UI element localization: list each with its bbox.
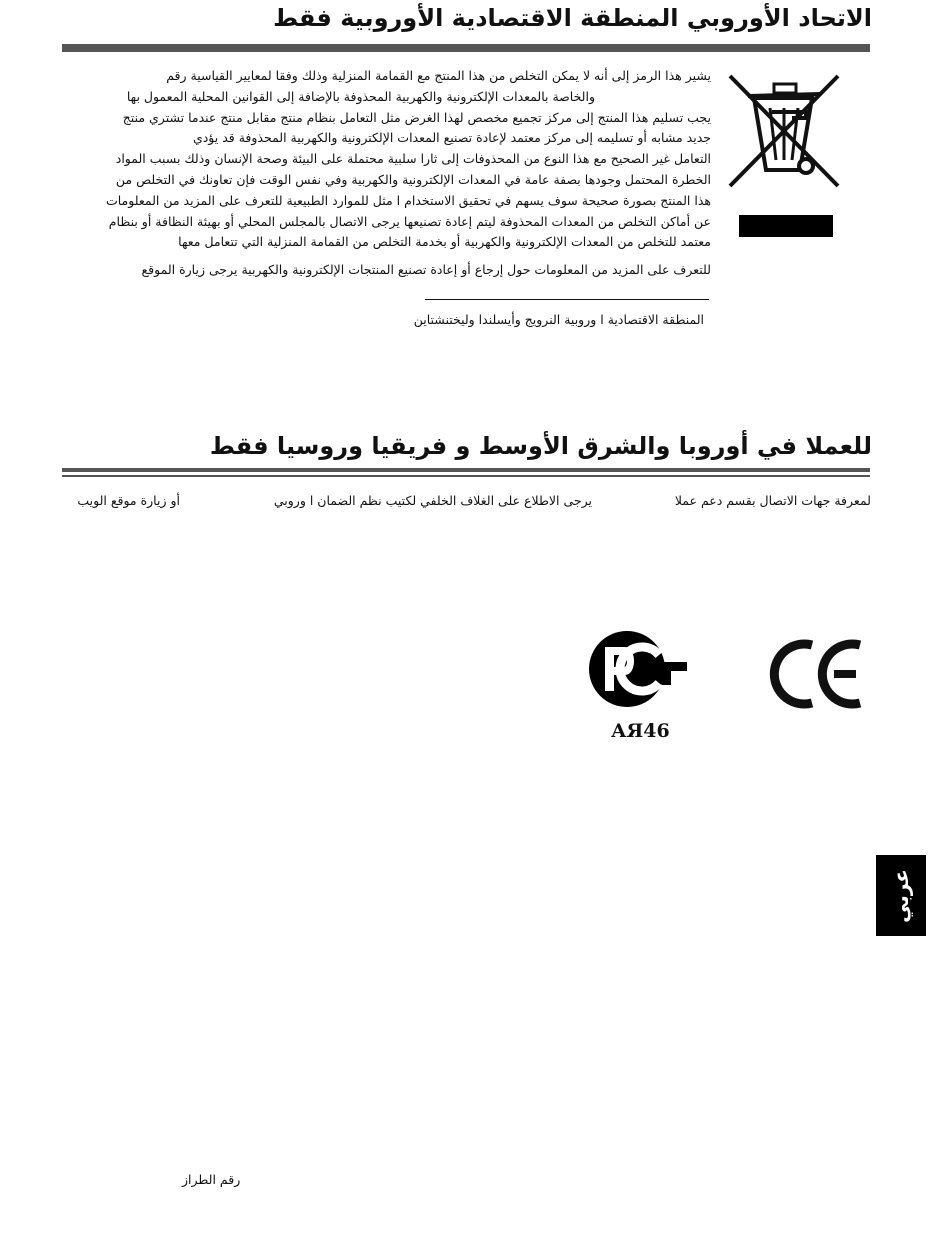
weee-line: هذا المنتج بصورة صحيحة سوف يسهم في تحقيق الاستخدام ا مثل للموارد الطبيعية للتعرف على المزيد من المعلومات (105, 192, 711, 208)
contact-text-3: أو زيارة موقع الويب (77, 493, 180, 508)
recycling-info-paragraph: للتعرف على المزيد من المعلومات حول إرجاع أو إعادة تصنيع المنتجات الإلكترونية والكهربية يرجى زيارة الموقع (141, 262, 711, 277)
section-heading-emea: للعملا في أوروبا والشرق الأوسط و فريقيا وروسيا فقط (209, 432, 872, 460)
footnote-divider (425, 299, 709, 300)
heading-divider (62, 468, 870, 472)
weee-line: يشير هذا الرمز إلى أنه لا يمكن التخلص من هذا المنتج مع القمامة المنزلية وذلك وفقا لمعايير القياسية رقم (166, 68, 711, 83)
weee-line: التعامل غير الصحيح مع هذا النوع من المحذوفات إلى ثارا سلبية محتملة على البيئة وصحة الإنسان وذلك بسبب المواد (115, 151, 711, 167)
weee-crossed-bin-icon (724, 70, 844, 192)
heading-divider-thin (62, 475, 870, 477)
model-number-label: رقم الطراز (182, 1172, 241, 1187)
language-tab (876, 855, 926, 936)
section-heading-eu: الاتحاد الأوروبي المنطقة الاقتصادية الأوروبية فقط (273, 4, 872, 32)
weee-line: يجب تسليم هذا المنتج إلى مركز تجميع مخصص لهذا الغرض مثل التعامل بنظام منتج مقابل منتج عندما تشتري منتج (122, 109, 711, 125)
footnote-text: المنطقة الاقتصادية ا وروبية النرويج وأيسلندا وليختنشتاين (413, 312, 704, 327)
weee-line: عن أماكن التخلص من المعدات المحذوفة ليتم إعادة تصنيعها يرجى الاتصال بالمجلس المحلي أو بهيئة النظافة أو بنظام (108, 213, 711, 229)
rst-code-label: АЯ46 (611, 720, 670, 742)
ce-mark-icon (766, 637, 866, 711)
date-bar (739, 215, 833, 237)
contact-text-1: لمعرفة جهات الاتصال بقسم دعم عملا (674, 493, 871, 508)
weee-line: معتمد للتخلص من المعدات الإلكترونية والكهربية أو بخدمة التخلص من القمامة المنزلية التي تتعامل معها (178, 234, 711, 250)
heading-divider (62, 44, 870, 52)
rst-certification-mark-icon (586, 629, 688, 709)
weee-line: الخطرة المحتمل وجودها بصفة عامة في المعدات الإلكترونية والكهربية وفي نفس الوقت فإن تعاونك في التخلص من (115, 171, 711, 187)
weee-paragraph (66, 66, 711, 253)
contact-text-2: يرجى الاطلاع على الغلاف الخلفي لكتيب نظم الضمان ا وروبي (273, 493, 592, 508)
weee-line: جديد مشابه أو تسليمه إلى مركز معتمد لإعادة تصنيع المعدات الإلكترونية والكهربية المحذوفة قد يؤدي (192, 130, 711, 146)
weee-line: والخاصة بالمعدات الإلكترونية والكهربية المحذوفة بالإضافة إلى القوانين المحلية المعمول بها (126, 88, 595, 104)
language-tab-label: عربي (889, 868, 913, 923)
